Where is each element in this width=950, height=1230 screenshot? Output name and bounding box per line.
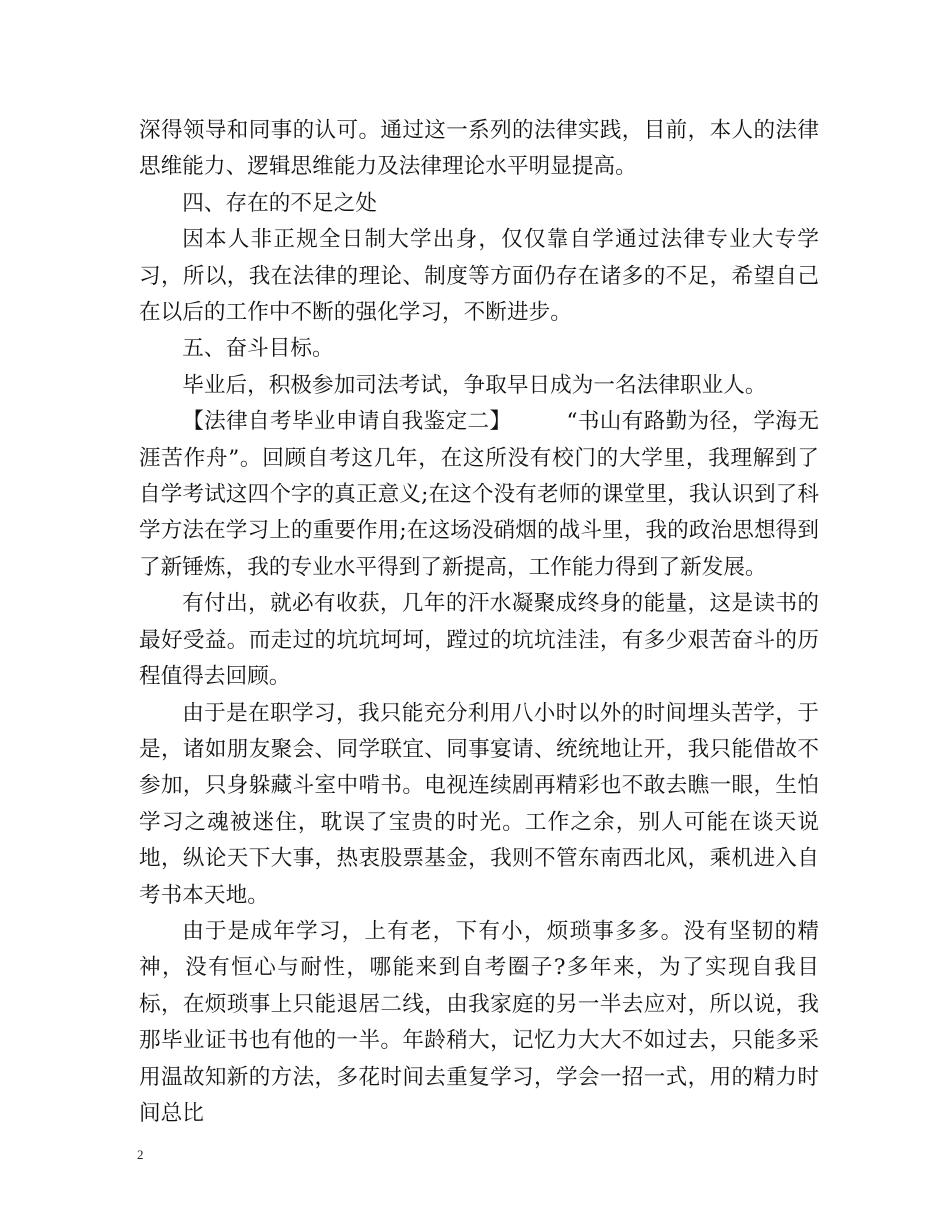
heading-shortcomings: 四、存在的不足之处 bbox=[182, 190, 377, 216]
paragraph-shortcomings: 因本人非正规全日制大学出身，仅仅靠自学通过法律专业大专学习，所以，我在法律的理论、制度等方面仍存在诸多的不足，希望自己在以后的工作中不断的强化学习，不断进步。 bbox=[139, 227, 819, 326]
page-number: 2 bbox=[137, 1147, 144, 1162]
paragraph-effort: 有付出，就必有收获，几年的汗水凝聚成终身的能量，这是读书的最好受益。而走过的坑坑坷坷，蹚过的坑坑洼洼，有多少艰苦奋斗的历程值得去回顾。 bbox=[139, 591, 819, 690]
body-text bbox=[139, 113, 819, 1132]
paragraph-adult-study: 由于是成年学习，上有老，下有小，烦琐事多多。没有坚韧的精神，没有恒心与耐性，哪能来到自考圈子?多年来，为了实现自我目标，在烦琐事上只能退居二线，由我家庭的另一半去应对，所以说，我那毕业证书也有他的一半。年龄稍大，记忆力大大不如过去，只能多采用温故知新的方法，多花时间去重复学习，学会一招一式，用的精力时间总比 bbox=[139, 918, 819, 1126]
paragraph-goals: 毕业后，积极参加司法考试，争取早日成为一名法律职业人。 bbox=[182, 372, 767, 398]
paragraph-continuation: 深得领导和同事的认可。通过这一系列的法律实践，目前，本人的法律思维能力、逻辑思维能力及法律理论水平明显提高。 bbox=[139, 118, 819, 180]
heading-goals: 五、奋斗目标。 bbox=[182, 336, 334, 362]
paragraph-appraisal-two: 【法律自考毕业申请自我鉴定二】 “书山有路勤为径，学海无涯苦作舟”。回顾自考这几年，在这所没有校门的大学里，我理解到了自学考试这四个字的真正意义;在这个没有老师的课堂里，我认识到了科学方法在学习上的重要作用;在这场没硝烟的战斗里，我的政治思想得到了新锤炼，我的专业水平得到了新提高，工作能力得到了新发展。 bbox=[139, 409, 819, 580]
paragraph-part-time-study: 由于是在职学习，我只能充分利用八小时以外的时间埋头苦学，于是，诸如朋友聚会、同学联宜、同事宴请、统统地让开，我只能借故不参加，只身躲藏斗室中啃书。电视连续剧再精彩也不敢去瞧一眼，生怕学习之魂被迷住，耽误了宝贵的时光。工作之余，别人可能在谈天说地，纵论天下大事，热衷股票基金，我则不管东南西北风，乘机进入自考书本天地。 bbox=[139, 700, 819, 908]
